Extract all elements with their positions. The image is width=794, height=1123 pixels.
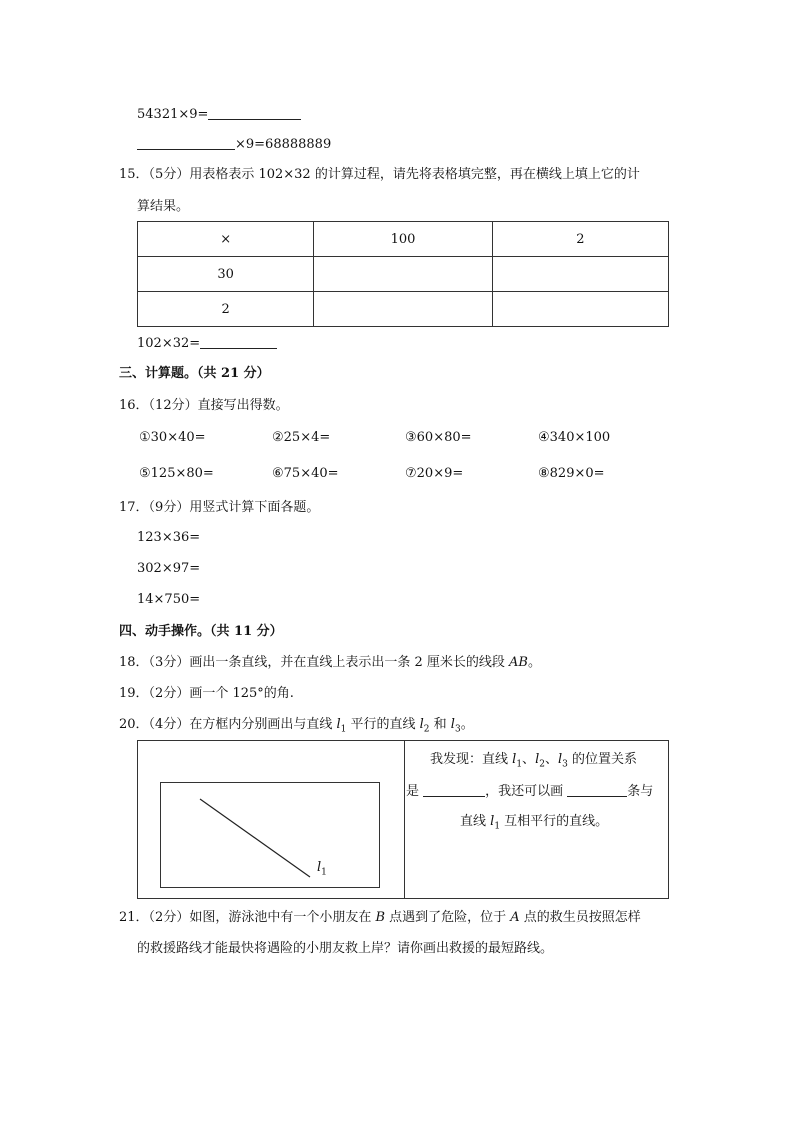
table-cell: 30 [138, 257, 314, 292]
q20-sub: 2 [539, 759, 545, 770]
q21-point-a: A [510, 910, 520, 925]
q20-find-text: 条与 [627, 784, 654, 799]
q20-sub: 1 [321, 867, 327, 878]
line-l1 [200, 799, 310, 877]
line-l1-label [317, 861, 327, 880]
q18-text-main: 18．（3分）画出一条直线，并在直线上表示出一条 2 厘米长的线段 [119, 655, 509, 670]
q18-text-end: 。 [527, 655, 541, 670]
q20-label-l: l [557, 752, 563, 767]
table-answer-cell[interactable] [314, 292, 492, 327]
q18-segment: AB [508, 655, 528, 670]
q16-item-5: ⑤125×80= [139, 466, 214, 481]
q14-eq2-blank[interactable] [137, 135, 235, 150]
q14-eq1-text: 54321×9= [137, 107, 209, 122]
q16-item-2: ②25×4= [272, 430, 331, 445]
q20-label-l: l [317, 860, 322, 875]
q15-table [137, 221, 669, 327]
q21-line2: 的救援路线才能最快将遇险的小朋友救上岸？请你画出救援的最短路线。 [137, 941, 554, 956]
q20-label-l: l [490, 814, 495, 829]
q14-eq1 [137, 105, 301, 124]
q20-find-text: 互相平行的直线。 [500, 814, 609, 829]
q16-item-3: ③60×80= [405, 430, 472, 445]
table-cell: 2 [138, 292, 314, 327]
q20-label-l: l [336, 717, 341, 732]
q16-item-6: ⑥75×40= [272, 466, 339, 481]
q17-item-2: 302×97= [137, 561, 201, 576]
q21-text: 点遇到了危险，位于 [385, 910, 511, 925]
q21-text: 21．（2分）如图，游泳池中有一个小朋友在 [119, 910, 376, 925]
q20-text [119, 716, 474, 739]
q21-point-b: B [375, 910, 386, 925]
q17-item-1: 123×36= [137, 530, 201, 545]
q19-text: 19．（2分）画一个 125°的角. [119, 686, 294, 701]
q15-text-line1: 15．（5分）用表格表示 102×32 的计算过程，请先将表格填完整，再在横线上填上它的计 [119, 167, 640, 182]
table-answer-cell[interactable] [492, 257, 668, 292]
q20-sub: 1 [340, 724, 347, 735]
q20-sub: 1 [516, 759, 523, 770]
q20-label-l: l [512, 752, 517, 767]
section3-title: 三、计算题。（共 21 分） [119, 366, 270, 381]
section4-title: 四、动手操作。（共 11 分） [119, 624, 283, 639]
q17-item-3: 14×750= [137, 592, 201, 607]
q20-label-l: l [419, 717, 424, 732]
q20-count-blank[interactable] [567, 782, 627, 797]
q21-text: 点的救生员按照怎样 [519, 910, 641, 925]
q20-find-sep: 、 [522, 752, 536, 767]
q20-finding-line1 [430, 751, 637, 774]
table-answer-cell[interactable] [314, 257, 492, 292]
q15-result [137, 334, 277, 353]
q20-label-l: l [535, 752, 540, 767]
table-row [138, 222, 669, 257]
q20-sub: 3 [562, 759, 568, 770]
table-row [138, 292, 669, 327]
q14-eq2 [137, 135, 331, 154]
q20-find-text: 直线 [460, 814, 491, 829]
q20-drawing-svg [160, 782, 380, 888]
table-header-cell: 2 [492, 222, 668, 257]
q20-find-text: 我发现：直线 [430, 752, 513, 767]
q21-line1 [119, 909, 641, 927]
q18-text [119, 654, 541, 672]
q15-result-text: 102×32= [137, 336, 201, 351]
q20-relation-blank[interactable] [423, 782, 485, 797]
q20-drawing-frame[interactable] [160, 782, 380, 888]
q20-divider [404, 741, 405, 898]
q20-label-l: l [450, 717, 455, 732]
q20-find-text: 的位置关系 [567, 752, 638, 767]
q20-finding-line3 [460, 813, 608, 836]
q16-text: 16．（12分）直接写出得数。 [119, 398, 289, 413]
q20-sub: 1 [494, 821, 501, 832]
table-header-cell: × [138, 222, 314, 257]
q20-answer-box [137, 740, 669, 899]
q20-find-sep: 、 [544, 752, 558, 767]
q16-item-4: ④340×100 [538, 430, 611, 445]
q16-item-7: ⑦20×9= [405, 466, 464, 481]
q15-result-blank[interactable] [200, 334, 277, 349]
q20-find-text: ，我还可以画 [485, 784, 568, 799]
q17-text: 17．（9分）用竖式计算下面各题。 [119, 500, 320, 515]
q20-sub: 2 [423, 724, 430, 735]
q14-eq1-blank[interactable] [208, 105, 301, 120]
q16-item-1: ①30×40= [139, 430, 206, 445]
q20-text-mid: 平行的直线 [346, 717, 420, 732]
q20-sub: 3 [454, 724, 461, 735]
q20-find-text: 是 [406, 784, 424, 799]
q20-finding-line2 [406, 782, 653, 801]
q20-text-end: 。 [460, 717, 474, 732]
q16-item-8: ⑧829×0= [538, 466, 605, 481]
q20-text-and: 和 [429, 717, 451, 732]
table-header-cell: 100 [314, 222, 492, 257]
q15-text-line2: 算结果。 [137, 199, 190, 214]
q14-eq2-text: ×9=68888889 [235, 137, 332, 152]
q20-text-pre: 20．（4分）在方框内分别画出与直线 [119, 717, 337, 732]
table-row [138, 257, 669, 292]
table-answer-cell[interactable] [492, 292, 668, 327]
